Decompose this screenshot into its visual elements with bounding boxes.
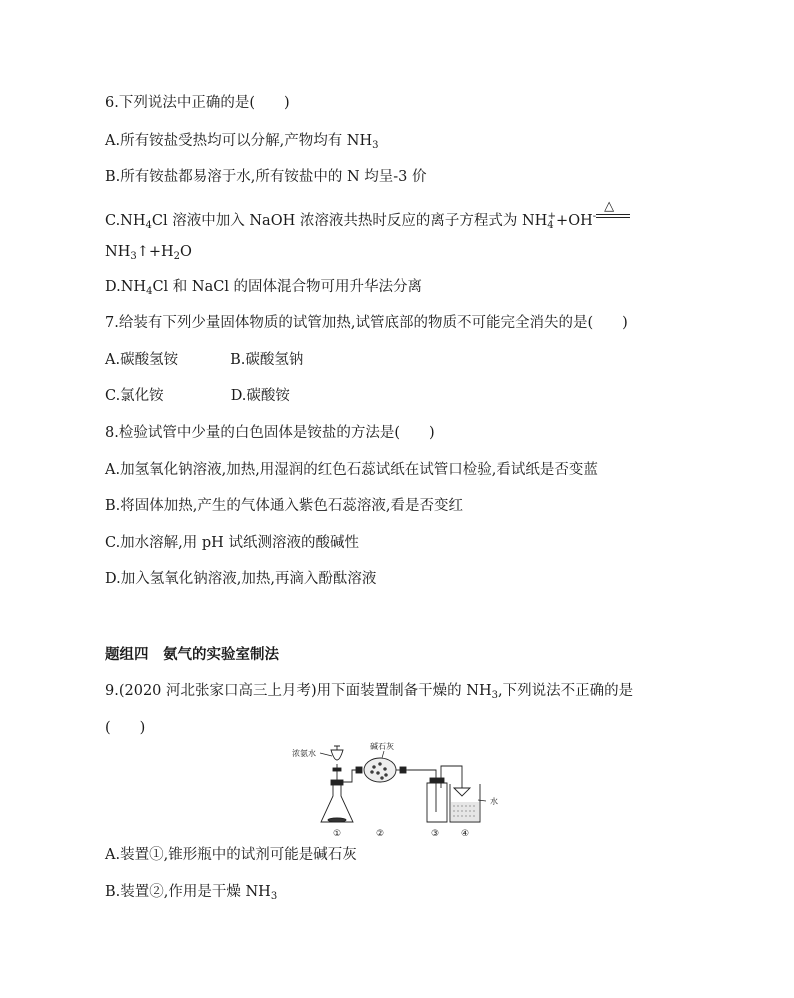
q6-option-a-sub: 3 [372,140,379,151]
q7-option-c: C.氯化铵 [105,388,164,404]
apparatus-figure [290,740,520,840]
figure-number-3: ③ [431,829,440,839]
q6-c2-pre: NH [105,244,131,260]
group-heading: 题组四 氨气的实验室制法 [105,647,279,663]
q9-option-b [105,882,277,907]
q6-d-pre: D.NH [105,279,147,295]
q6-c2-sub: 3 [130,251,137,262]
beaker-absorber [450,784,480,822]
figure-number-1: ① [333,829,342,839]
q9-stem-pre: 9.(2020 河北张家口高三上月考)用下面装置制备干燥的 NH [105,683,492,699]
q6-c-sup2: + [547,211,557,222]
drying-tube [356,758,408,782]
q8-option-d: D.加入氢氧化钠溶液,加热,再滴入酚酞溶液 [105,571,377,587]
separatory-funnel [331,746,343,782]
q8-option-b: B.将固体加热,产生的气体通入紫色石蕊溶液,看是否变红 [105,498,463,514]
q9-stem-sub: 3 [491,690,498,701]
q8-stem: 8.检验试管中少量的白色固体是铵盐的方法是( ) [105,425,435,441]
label-water: 水 [490,797,498,806]
q6-c2-sub2: 2 [173,251,181,262]
q6-c-pre: C.NH [105,213,146,229]
label-soda-lime: 碱石灰 [370,742,394,751]
heat-triangle-icon: △ [604,199,615,214]
q6-option-c-continued [105,242,192,267]
q8-option-a: A.加氢氧化钠溶液,加热,用湿润的红色石蕊试纸在试管口检验,看试纸是否变蓝 [105,462,598,478]
q7-option-a: A.碳酸氢铵 [105,352,179,368]
q7-option-b: B.碳酸氢钠 [230,352,304,368]
q8-option-c: C.加水溶解,用 pH 试纸测溶液的酸碱性 [105,535,359,551]
q6-stem: 6.下列说法中正确的是( ) [105,95,290,111]
q7-option-d: D.碳酸铵 [230,388,290,404]
q9-stem-end: ,下列说法不正确的是 [497,683,634,699]
q7-options-row-2 [105,386,290,406]
q6-option-a-text: A.所有铵盐受热均可以分解,产物均有 NH [105,133,373,149]
q6-c2-end: O [180,244,192,260]
q6-reaction-condition [596,199,630,225]
q6-c-end: +OH [556,213,593,229]
q6-c-sup3: - [592,211,597,222]
q6-c-mid: Cl 溶液中加入 NaOH 浓溶液共热时反应的离子方程式为 NH [151,213,548,229]
q6-c-sub1: 4 [145,220,152,231]
label-ammonia: 浓氨水 [292,749,316,758]
q6-c2-mid: ↑+H [136,244,174,260]
q6-d-end: Cl 和 NaCl 的固体混合物可用升华法分离 [152,279,423,295]
q6-option-c [105,199,630,236]
q6-option-a [105,131,379,156]
q9-stem [105,681,633,706]
q9-option-a: A.装置①,锥形瓶中的试剂可能是碱石灰 [105,847,357,863]
q6-option-b: B.所有铵盐都易溶于水,所有铵盐中的 N 均呈-3 价 [105,169,427,185]
figure-number-4: ④ [461,829,470,839]
q7-options-row-1 [105,350,303,370]
q7-stem: 7.给装有下列少量固体物质的试管加热,试管底部的物质不可能完全消失的是( ) [105,315,628,331]
q6-d-sub: 4 [146,286,153,297]
q9-answer-paren: ( ) [105,720,146,736]
q6-option-d [105,277,422,302]
q9-option-b-sub: 3 [270,891,278,902]
figure-number-2: ② [376,829,385,839]
q6-c-sub2: 4 [547,220,554,231]
condition-line-top [596,214,630,215]
q9-option-b-text: B.装置②,作用是干燥 NH [105,884,271,900]
condition-line-bottom [596,217,630,218]
conical-flask [321,780,353,822]
